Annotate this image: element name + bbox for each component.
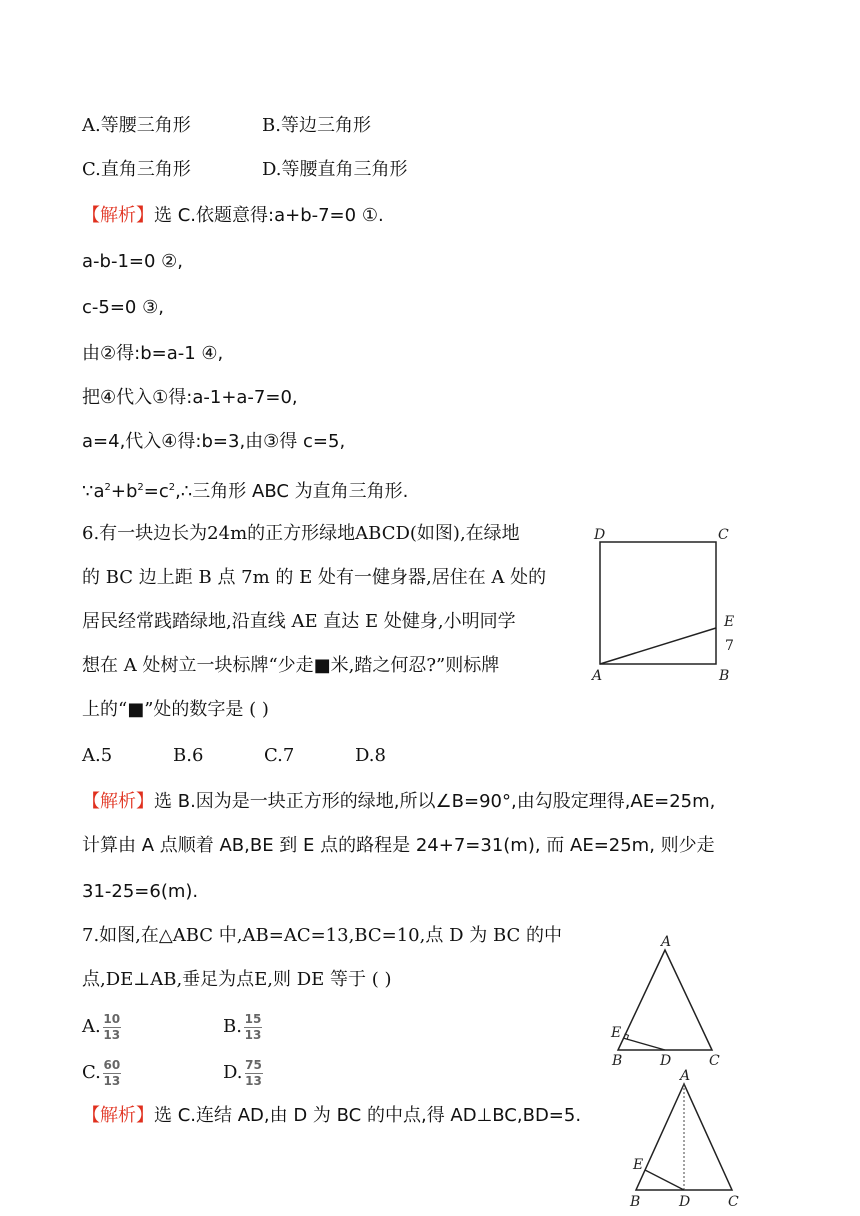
q6-analysis-line-3: 31-25=6(m). (82, 881, 199, 902)
q5-conclusion-rest: ,∴三角形 ABC 为直角三角形. (175, 481, 409, 502)
q6-label-c: C (718, 527, 729, 543)
q7-f2-label-b: B (630, 1194, 641, 1210)
q6-label-e: E (724, 614, 735, 630)
q7-options-row-2 (82, 1058, 263, 1088)
q5-analysis-line-6: a=4,代入④得:b=3,由③得 c=5, (82, 431, 346, 452)
q7-option-a-letter: A. (82, 1016, 101, 1037)
q6-label-b: B (719, 668, 730, 684)
q7-option-d-fraction (245, 1059, 263, 1088)
q7-f2-label-e: E (633, 1157, 644, 1173)
q7-option-b-letter: B. (223, 1016, 242, 1037)
q7-f1-label-c: C (709, 1053, 720, 1069)
q7-option-b-fraction (244, 1013, 262, 1042)
q7-option-d (223, 1058, 263, 1088)
q6-options-row (82, 744, 386, 768)
q6-label-7: 7 (725, 638, 734, 654)
q7-f2-label-c: C (728, 1194, 739, 1210)
q5-eq-c: =c (143, 481, 169, 502)
q7-stem-line-1: 7.如图,在△ABC 中,AB=AC=13,BC=10,点 D 为 BC 的中 (82, 925, 562, 946)
q6-option-a: A.5 (82, 745, 113, 766)
q7-f2-label-d: D (679, 1194, 691, 1210)
q7-option-c-den: 13 (103, 1073, 121, 1088)
q7-option-b-den: 13 (244, 1027, 262, 1042)
q6-analysis-mark: 【解析】 (82, 791, 154, 812)
q6-segment-ae (600, 628, 716, 664)
q7-f2-segment-de (645, 1170, 684, 1190)
q6-analysis-line-2: 计算由 A 点顺着 AB,BE 到 E 点的路程是 24+7=31(m), 而 AE=25m, 则少走 (82, 835, 715, 856)
q5-exp-a: 2 (104, 482, 111, 493)
q7-analysis-line (82, 1104, 581, 1128)
q6-square-figure (588, 522, 748, 687)
q7-option-a-num: 10 (103, 1011, 121, 1026)
q7-f2-label-a: A (680, 1068, 691, 1084)
q7-analysis-text: 选 C.连结 AD,由 D 为 BC 的中点,得 AD⊥BC,BD=5. (154, 1105, 582, 1126)
q7-f1-label-d: D (660, 1053, 672, 1069)
q7-option-c (82, 1058, 223, 1088)
q6-option-c: C.7 (264, 745, 295, 766)
q7-analysis-mark: 【解析】 (82, 1105, 154, 1126)
q5-because: ∵a (82, 481, 105, 502)
q7-option-c-num: 60 (103, 1057, 121, 1072)
q5-option-b: B.等边三角形 (262, 115, 371, 136)
q7-triangle-figure-2 (616, 1066, 756, 1212)
q6-stem-line-4: 想在 A 处树立一块标牌“少走■米,踏之何忍?”则标牌 (82, 655, 500, 676)
q6-stem-line-3: 居民经常践踏绿地,沿直线 AE 直达 E 处健身,小明同学 (82, 611, 516, 632)
q7-f1-label-b: B (612, 1053, 623, 1069)
q6-stem-line-2: 的 BC 边上距 B 点 7m 的 E 处有一健身器,居住在 A 处的 (82, 567, 547, 588)
q6-stem-line-1: 6.有一块边长为24m的正方形绿地ABCD(如图),在绿地 (82, 523, 520, 544)
q7-option-b-num: 15 (244, 1011, 262, 1026)
q7-option-a (82, 1012, 223, 1042)
q5-analysis-text-1: 选 C.依题意得:a+b-7=0 ①. (154, 205, 384, 226)
q7-stem-line-2: 点,DE⊥AB,垂足为点E,则 DE 等于 ( ) (82, 969, 392, 990)
q7-option-c-letter: C. (82, 1062, 101, 1083)
q5-options-row-2 (82, 158, 408, 182)
q6-option-d: D.8 (355, 745, 386, 766)
q7-f1-label-a: A (661, 934, 672, 950)
q5-analysis-line-1 (82, 204, 384, 228)
q7-f1-segment-de (623, 1038, 665, 1050)
q7-option-a-den: 13 (103, 1027, 121, 1042)
q5-analysis-line-2: a-b-1=0 ②, (82, 251, 184, 272)
q7-f1-triangle (618, 950, 712, 1050)
q5-analysis-line-3: c-5=0 ③, (82, 297, 164, 318)
q5-exp-b: 2 (137, 482, 144, 493)
q5-conclusion (82, 476, 408, 504)
q7-option-d-den: 13 (245, 1073, 262, 1088)
q7-option-c-fraction (103, 1059, 121, 1088)
q5-option-d: D.等腰直角三角形 (262, 159, 408, 180)
q6-option-b: B.6 (173, 745, 204, 766)
q6-label-d: D (594, 527, 606, 543)
q5-options-row-1 (82, 114, 371, 138)
q7-option-a-fraction (103, 1013, 121, 1042)
q7-f1-label-e: E (611, 1025, 622, 1041)
q5-plus-b: +b (110, 481, 138, 502)
q7-option-d-num: 75 (245, 1057, 262, 1072)
q5-analysis-line-5: 把④代入①得:a-1+a-7=0, (82, 387, 298, 408)
q5-exp-c: 2 (168, 482, 176, 493)
q6-stem-line-5: 上的“■”处的数字是 ( ) (82, 699, 269, 720)
q7-option-b (223, 1012, 262, 1042)
q6-analysis-line-1 (82, 790, 715, 814)
q7-triangle-figure-1 (600, 930, 740, 1070)
q6-analysis-text-1: 选 B.因为是一块正方形的绿地,所以∠B=90°,由勾股定理得,AE=25m, (154, 791, 716, 812)
q5-analysis-line-4: 由②得:b=a-1 ④, (82, 343, 224, 364)
q5-option-c: C.直角三角形 (82, 159, 191, 180)
q5-option-a: A.等腰三角形 (82, 115, 191, 136)
q6-label-a: A (592, 668, 603, 684)
q5-analysis-mark: 【解析】 (82, 205, 154, 226)
q7-option-d-letter: D. (223, 1062, 243, 1083)
q7-options-row-1 (82, 1012, 262, 1042)
